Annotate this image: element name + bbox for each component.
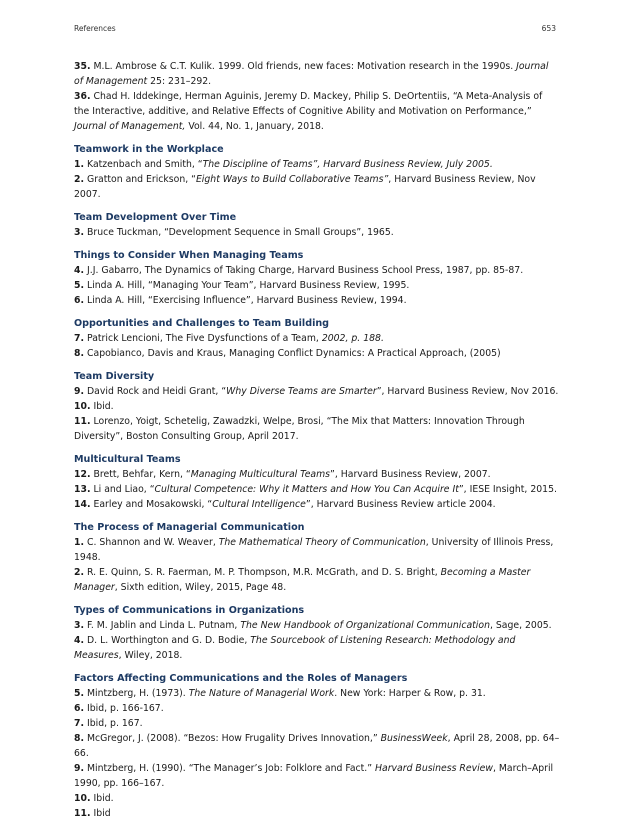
reference-entry (74, 467, 560, 482)
reference-entry (74, 225, 560, 240)
reference-italic-text: BusinessWeek (380, 733, 448, 744)
reference-text: ”, Harvard Business Review, Nov 2016. (376, 386, 559, 397)
reference-text: Ibid. (93, 793, 114, 804)
reference-entry (74, 716, 560, 731)
reference-number: 35. (74, 61, 91, 72)
reference-number: 1. (74, 159, 85, 170)
reference-text: Katzenbach and Smith, “ (87, 159, 203, 170)
reference-entry (74, 278, 560, 293)
reference-entry (74, 731, 560, 761)
reference-number: 3. (74, 620, 85, 631)
reference-number: 3. (74, 227, 85, 238)
reference-entry (74, 806, 560, 821)
reference-text: Vol. 44, No. 1, January, 2018. (185, 121, 324, 132)
reference-italic-text: The Discipline of Teams”, Harvard Business Review, July 2005. (202, 159, 493, 170)
reference-italic-text: Harvard Business Review (375, 763, 493, 774)
reference-entry (74, 618, 560, 633)
reference-entry (74, 482, 560, 497)
reference-italic-text: Becoming a Master Manager (74, 567, 531, 593)
reference-entry (74, 59, 560, 89)
reference-number: 9. (74, 763, 85, 774)
reference-italic-text: Journal of Management, (74, 121, 186, 132)
reference-text: , March–April 1990, pp. 166–167. (74, 763, 554, 789)
reference-text: Ibid (93, 808, 111, 819)
reference-number: 6. (74, 703, 85, 714)
reference-number: 12. (74, 469, 91, 480)
section-heading: Multicultural Teams (74, 454, 181, 465)
reference-text: Ibid, p. 167. (87, 718, 143, 729)
reference-text: Linda A. Hill, “Exercising Influence”, Harvard Business Review, 1994. (87, 295, 407, 306)
reference-text: David Rock and Heidi Grant, “ (87, 386, 227, 397)
reference-italic-text: The New Handbook of Organizational Communication (240, 620, 490, 631)
reference-number: 10. (74, 793, 91, 804)
reference-number: 13. (74, 484, 91, 495)
section-heading: Team Diversity (74, 371, 155, 382)
reference-entry (74, 565, 560, 595)
reference-entry (74, 761, 560, 791)
section-heading: Things to Consider When Managing Teams (74, 250, 304, 261)
reference-text: Mintzberg, H. (1990). “The Manager’s Job: Folklore and Fact.” (87, 763, 376, 774)
reference-italic-text: Journal of Management (74, 61, 549, 87)
reference-entry (74, 263, 560, 278)
reference-italic-text: Managing Multicultural Teams (190, 469, 331, 480)
reference-italic-text: 2002, p. 188. (321, 333, 384, 344)
reference-number: 5. (74, 280, 85, 291)
reference-number: 1. (74, 537, 85, 548)
reference-text: Ibid, p. 166-167. (87, 703, 164, 714)
reference-text: J.J. Gabarro, The Dynamics of Taking Charge, Harvard Business School Press, 1987, pp. 85-87. (87, 265, 524, 276)
reference-text: , Wiley, 2018. (118, 650, 183, 661)
reference-entry (74, 157, 560, 172)
reference-text: , University of Illinois Press, 1948. (74, 537, 554, 563)
reference-text: M.L. Ambrose & C.T. Kulik. 1999. Old friends, new faces: Motivation research in the 1990s. (93, 61, 517, 72)
section-heading: The Process of Managerial Communication (74, 522, 305, 533)
section-heading: Opportunities and Challenges to Team Building (74, 318, 330, 329)
reference-text: ”, Harvard Business Review, 2007. (330, 469, 491, 480)
reference-text: ”, IESE Insight, 2015. (458, 484, 557, 495)
reference-number: 2. (74, 567, 85, 578)
reference-number: 10. (74, 401, 91, 412)
reference-text: , Sage, 2005. (489, 620, 552, 631)
reference-text: ”, Harvard Business Review article 2004. (305, 499, 496, 510)
reference-number: 9. (74, 386, 85, 397)
reference-entry (74, 346, 560, 361)
reference-number: 7. (74, 333, 85, 344)
reference-entry (74, 172, 560, 202)
reference-entry (74, 399, 560, 414)
reference-text: Li and Liao, “ (93, 484, 155, 495)
reference-italic-text: Eight Ways to Build Collaborative Teams” (195, 174, 389, 185)
reference-text: 25: 231–292. (147, 76, 212, 87)
section-heading: Team Development Over Time (74, 212, 237, 223)
reference-text: C. Shannon and W. Weaver, (87, 537, 219, 548)
reference-text: Capobianco, Davis and Kraus, Managing Conflict Dynamics: A Practical Approach, (2005) (87, 348, 501, 359)
reference-text: . New York: Harper & Row, p. 31. (334, 688, 486, 699)
references-list (74, 59, 560, 821)
reference-number: 14. (74, 499, 91, 510)
reference-italic-text: Why Diverse Teams are Smarter (226, 386, 377, 397)
reference-number: 6. (74, 295, 85, 306)
reference-italic-text: The Mathematical Theory of Communication (218, 537, 426, 548)
reference-text: Earley and Mosakowski, “ (93, 499, 213, 510)
section-heading: Teamwork in the Workplace (74, 144, 224, 155)
reference-text: Lorenzo, Yoigt, Schetelig, Zawadzki, Welpe, Brosi, “The Mix that Matters: Innovation Through Diversity”, Boston Consulting Group, April 2017. (74, 416, 525, 442)
reference-text: Chad H. Iddekinge, Herman Aguinis, Jeremy D. Mackey, Philip S. DeOrtentiis, “A Meta-Analysis of the Interactive, additive, and Relative Effects of Cognitive Ability and Motivation on Performance,” (74, 91, 543, 117)
reference-number: 36. (74, 91, 91, 102)
reference-text: , Sixth edition, Wiley, 2015, Page 48. (114, 582, 287, 593)
reference-entry (74, 384, 560, 399)
reference-entry (74, 331, 560, 346)
header-title: References (74, 24, 116, 33)
reference-text: , April 28, 2008, pp. 64–66. (74, 733, 560, 759)
reference-text: Linda A. Hill, “Managing Your Team”, Harvard Business Review, 1995. (87, 280, 410, 291)
reference-number: 11. (74, 416, 91, 427)
reference-entry (74, 701, 560, 716)
reference-text: Brett, Behfar, Kern, “ (93, 469, 191, 480)
reference-text: , Harvard Business Review, Nov 2007. (74, 174, 536, 200)
reference-number: 2. (74, 174, 85, 185)
reference-entry (74, 497, 560, 512)
reference-text: F. M. Jablin and Linda L. Putnam, (87, 620, 241, 631)
section-heading: Factors Affecting Communications and the Roles of Managers (74, 673, 408, 684)
reference-italic-text: The Nature of Managerial Work (188, 688, 335, 699)
reference-text: Mintzberg, H. (1973). (87, 688, 189, 699)
reference-text: Ibid. (93, 401, 114, 412)
reference-text: McGregor, J. (2008). “Bezos: How Frugality Drives Innovation,” (87, 733, 381, 744)
reference-entry (74, 89, 560, 134)
reference-number: 8. (74, 348, 85, 359)
reference-number: 7. (74, 718, 85, 729)
reference-entry (74, 791, 560, 806)
reference-number: 8. (74, 733, 85, 744)
reference-entry (74, 686, 560, 701)
reference-entry (74, 535, 560, 565)
reference-entry (74, 414, 560, 444)
reference-number: 4. (74, 635, 85, 646)
reference-text: R. E. Quinn, S. R. Faerman, M. P. Thompson, M.R. McGrath, and D. S. Bright, (87, 567, 441, 578)
reference-number: 5. (74, 688, 85, 699)
reference-entry (74, 633, 560, 663)
reference-italic-text: Cultural Competence: Why it Matters and How You Can Acquire It (154, 484, 459, 495)
reference-number: 4. (74, 265, 85, 276)
reference-text: Bruce Tuckman, “Development Sequence in Small Groups”, 1965. (87, 227, 394, 238)
section-heading: Types of Communications in Organizations (74, 605, 305, 616)
page-number: 653 (541, 24, 556, 33)
reference-text: D. L. Worthington and G. D. Bodie, (87, 635, 251, 646)
reference-italic-text: Cultural Intelligence (212, 499, 306, 510)
reference-text: Patrick Lencioni, The Five Dysfunctions of a Team, (87, 333, 322, 344)
reference-number: 11. (74, 808, 91, 819)
reference-text: Gratton and Erickson, “ (87, 174, 196, 185)
reference-italic-text: The Sourcebook of Listening Research: Methodology and Measures (74, 635, 516, 661)
reference-entry (74, 293, 560, 308)
